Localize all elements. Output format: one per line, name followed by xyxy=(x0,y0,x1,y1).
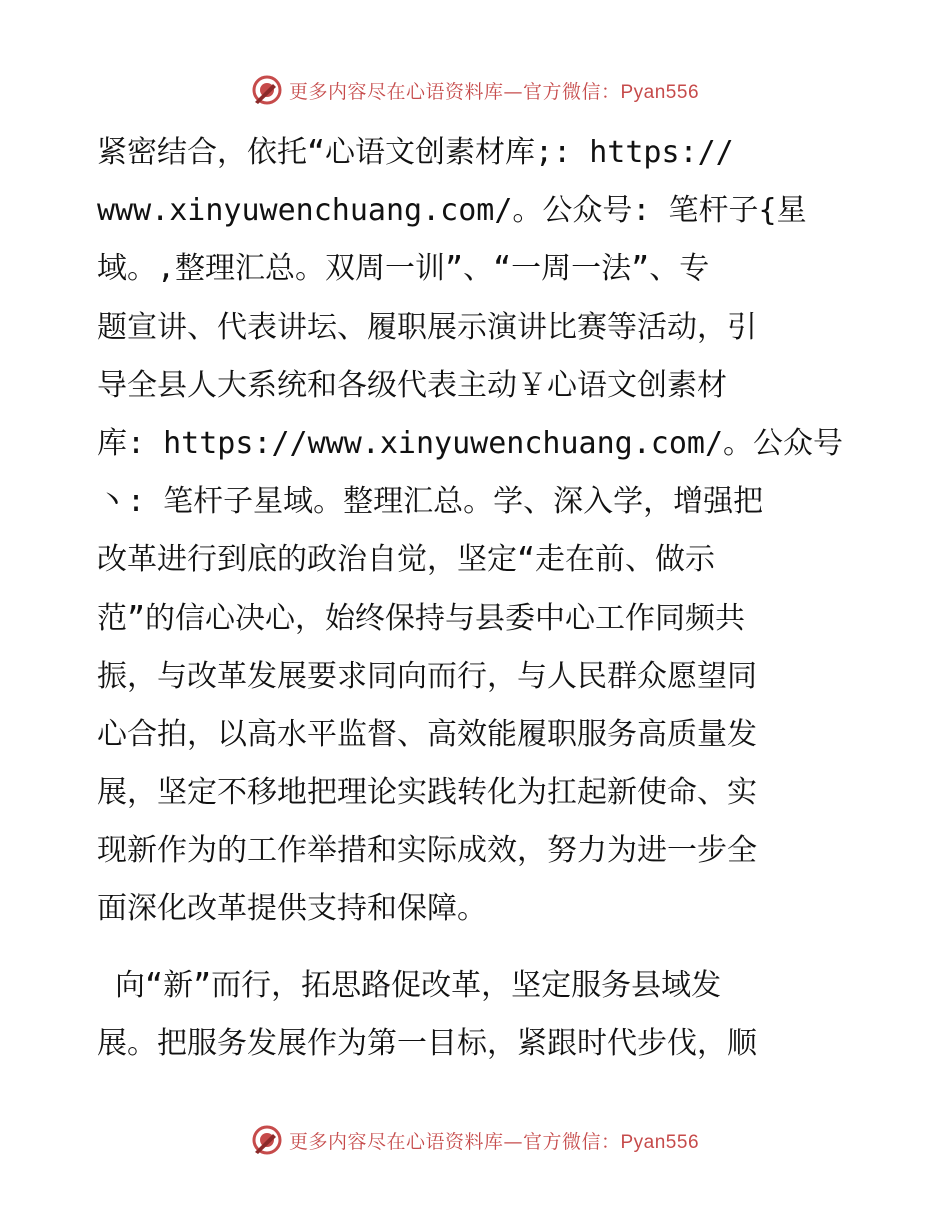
footer-banner-text: 更多内容尽在心语资料库—官方微信：Pyan556 xyxy=(288,1130,700,1153)
paragraph-1 xyxy=(97,124,857,939)
text-line: 域。,整理汇总。双周一训”、“一周一法”、专 xyxy=(97,251,710,287)
footer-wechat-id: Pyan556 xyxy=(620,1131,700,1153)
text-line: 丶: 笔杆子星域。整理汇总。学、深入学，增强把 xyxy=(97,484,764,520)
text-line: 心合拍，以高水平监督、高效能履职服务高质量发 xyxy=(97,716,757,752)
document-body xyxy=(97,124,857,1073)
ink-pen-logo-icon xyxy=(251,1124,283,1156)
text-line: 库: https://www.xinyuwenchuang.com/。公众号 xyxy=(97,425,844,461)
text-line: www.xinyuwenchuang.com/。公众号: 笔杆子{星 xyxy=(97,193,807,229)
text-line: 范”的信心决心，始终保持与县委中心工作同频共 xyxy=(97,600,746,636)
text-line: 面深化改革提供支持和保障。 xyxy=(97,891,487,927)
header-wechat-id: Pyan556 xyxy=(620,81,700,103)
header-banner-text: 更多内容尽在心语资料库—官方微信：Pyan556 xyxy=(288,80,700,103)
text-line: 题宣讲、代表讲坛、履职展示演讲比赛等活动，引 xyxy=(97,309,757,345)
header-banner xyxy=(0,70,950,110)
text-line: 现新作为的工作举措和实际成效，努力为进一步全 xyxy=(97,833,757,869)
text-line: 振，与改革发展要求同向而行，与人民群众愿望同 xyxy=(97,658,757,694)
paragraph-2 xyxy=(97,957,857,1073)
text-line: 导全县人大系统和各级代表主动￥心语文创素材 xyxy=(97,367,727,403)
text-line: 改革进行到底的政治自觉，坚定“走在前、做示 xyxy=(97,542,716,578)
text-line: 展。把服务发展作为第一目标，紧跟时代步伐，顺 xyxy=(97,1025,757,1061)
text-line: 紧密结合，依托“心语文创素材库;: https:// xyxy=(97,135,734,170)
text-line: 向“新”而行，拓思路促改革，坚定服务县域发 xyxy=(97,967,722,1003)
ink-pen-logo-icon xyxy=(251,74,283,106)
footer-banner xyxy=(0,1120,950,1160)
text-line: 展，坚定不移地把理论实践转化为扛起新使命、实 xyxy=(97,775,757,811)
